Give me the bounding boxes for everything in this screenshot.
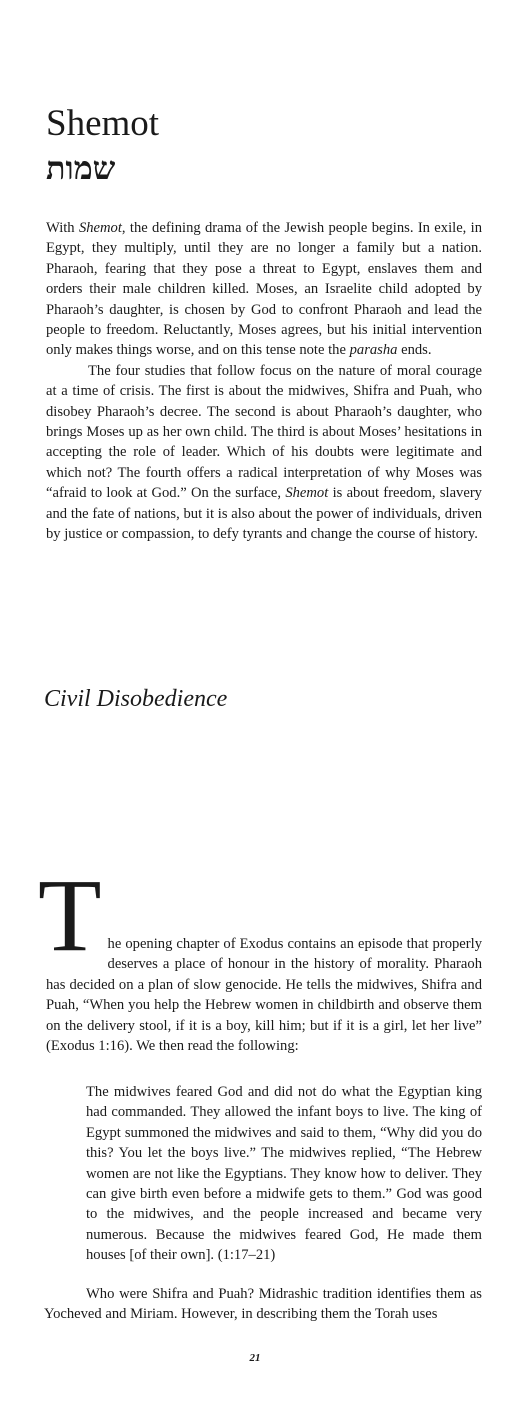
section-title: Civil Disobedience [44, 686, 228, 712]
chapter-hebrew-title: שמות [46, 149, 116, 187]
page-number: 21 [249, 1352, 261, 1364]
intro-text [46, 218, 482, 545]
block-quote: The midwives feared God and did not do what the Egyptian king had commanded. They allowed the infant boys to live. The king of Egypt summoned the midwives and said to them, “Why did you do this? You let the boys live.” The midwives replied, “The Hebrew women are not like the Egyptians. They know how to deliver. They can give birth even before a midwife gets to them.” God was good to the midwives, and the people increased and became very numerous. Because the midwives feared God, He made them houses [of their own]. (1:17–21) [86, 1084, 482, 1264]
intro-paragraph-2: The four studies that follow focus on the nature of moral courage at a time of crisis. The first is about the midwives, Shifra and Puah, who disobey Pharaoh’s decree. The second is about Pharaoh’s daughter, who brings Moses up as her own child. The third is about Moses’ hesitations in accepting the role of leader. Which of his doubts were legitimate and which not? The fourth offers a radical interpretation of why Moses was “afraid to look at God.” On the surface, Shemot is about freedom, slavery and the fate of nations, but it is also about the power of individuals, driven by justice or compassion, to defy tyrants and change the course of history. [46, 362, 482, 543]
italic-term: parasha [349, 342, 398, 359]
intro-paragraph-1: With Shemot, the defining drama of the Jewish people begins. In exile, in Egypt, they multiply, until they are no longer a family but a nation. Pharaoh, fearing that they pose a threat to Egypt, enslaves them and orders their male children killed. Moses, an Israelite child adopted by Pharaoh’s daughter, is chosen by God to confront Pharaoh and lead the people to freedom. Reluctantly, Moses agrees, but his initial intervention only makes things worse, and on this tense note the parasha ends. [46, 220, 482, 359]
body-paragraph-1: The opening chapter of Exodus contains an episode that properly deserves a place of honour in the history of morality. Pharaoh has decided on a plan of slow genocide. He tells the midwives, Shifra and Puah, “When you help the Hebrew women in childbirth and observe them on the delivery stool, if it is a boy, kill him; but if it is a girl, let her live” (Exodus 1:16). We then read the following: [38, 858, 482, 1055]
body-text [38, 858, 482, 1056]
italic-term: Shemot [285, 485, 329, 502]
chapter-title: Shemot [46, 103, 160, 144]
body-paragraph-2: Who were Shifra and Puah? Midrashic tradition identifies them as Yocheved and Miriam. However, in describing them the Torah uses [44, 1286, 482, 1323]
drop-cap: T [38, 858, 102, 973]
italic-term: Shemot [78, 220, 122, 236]
